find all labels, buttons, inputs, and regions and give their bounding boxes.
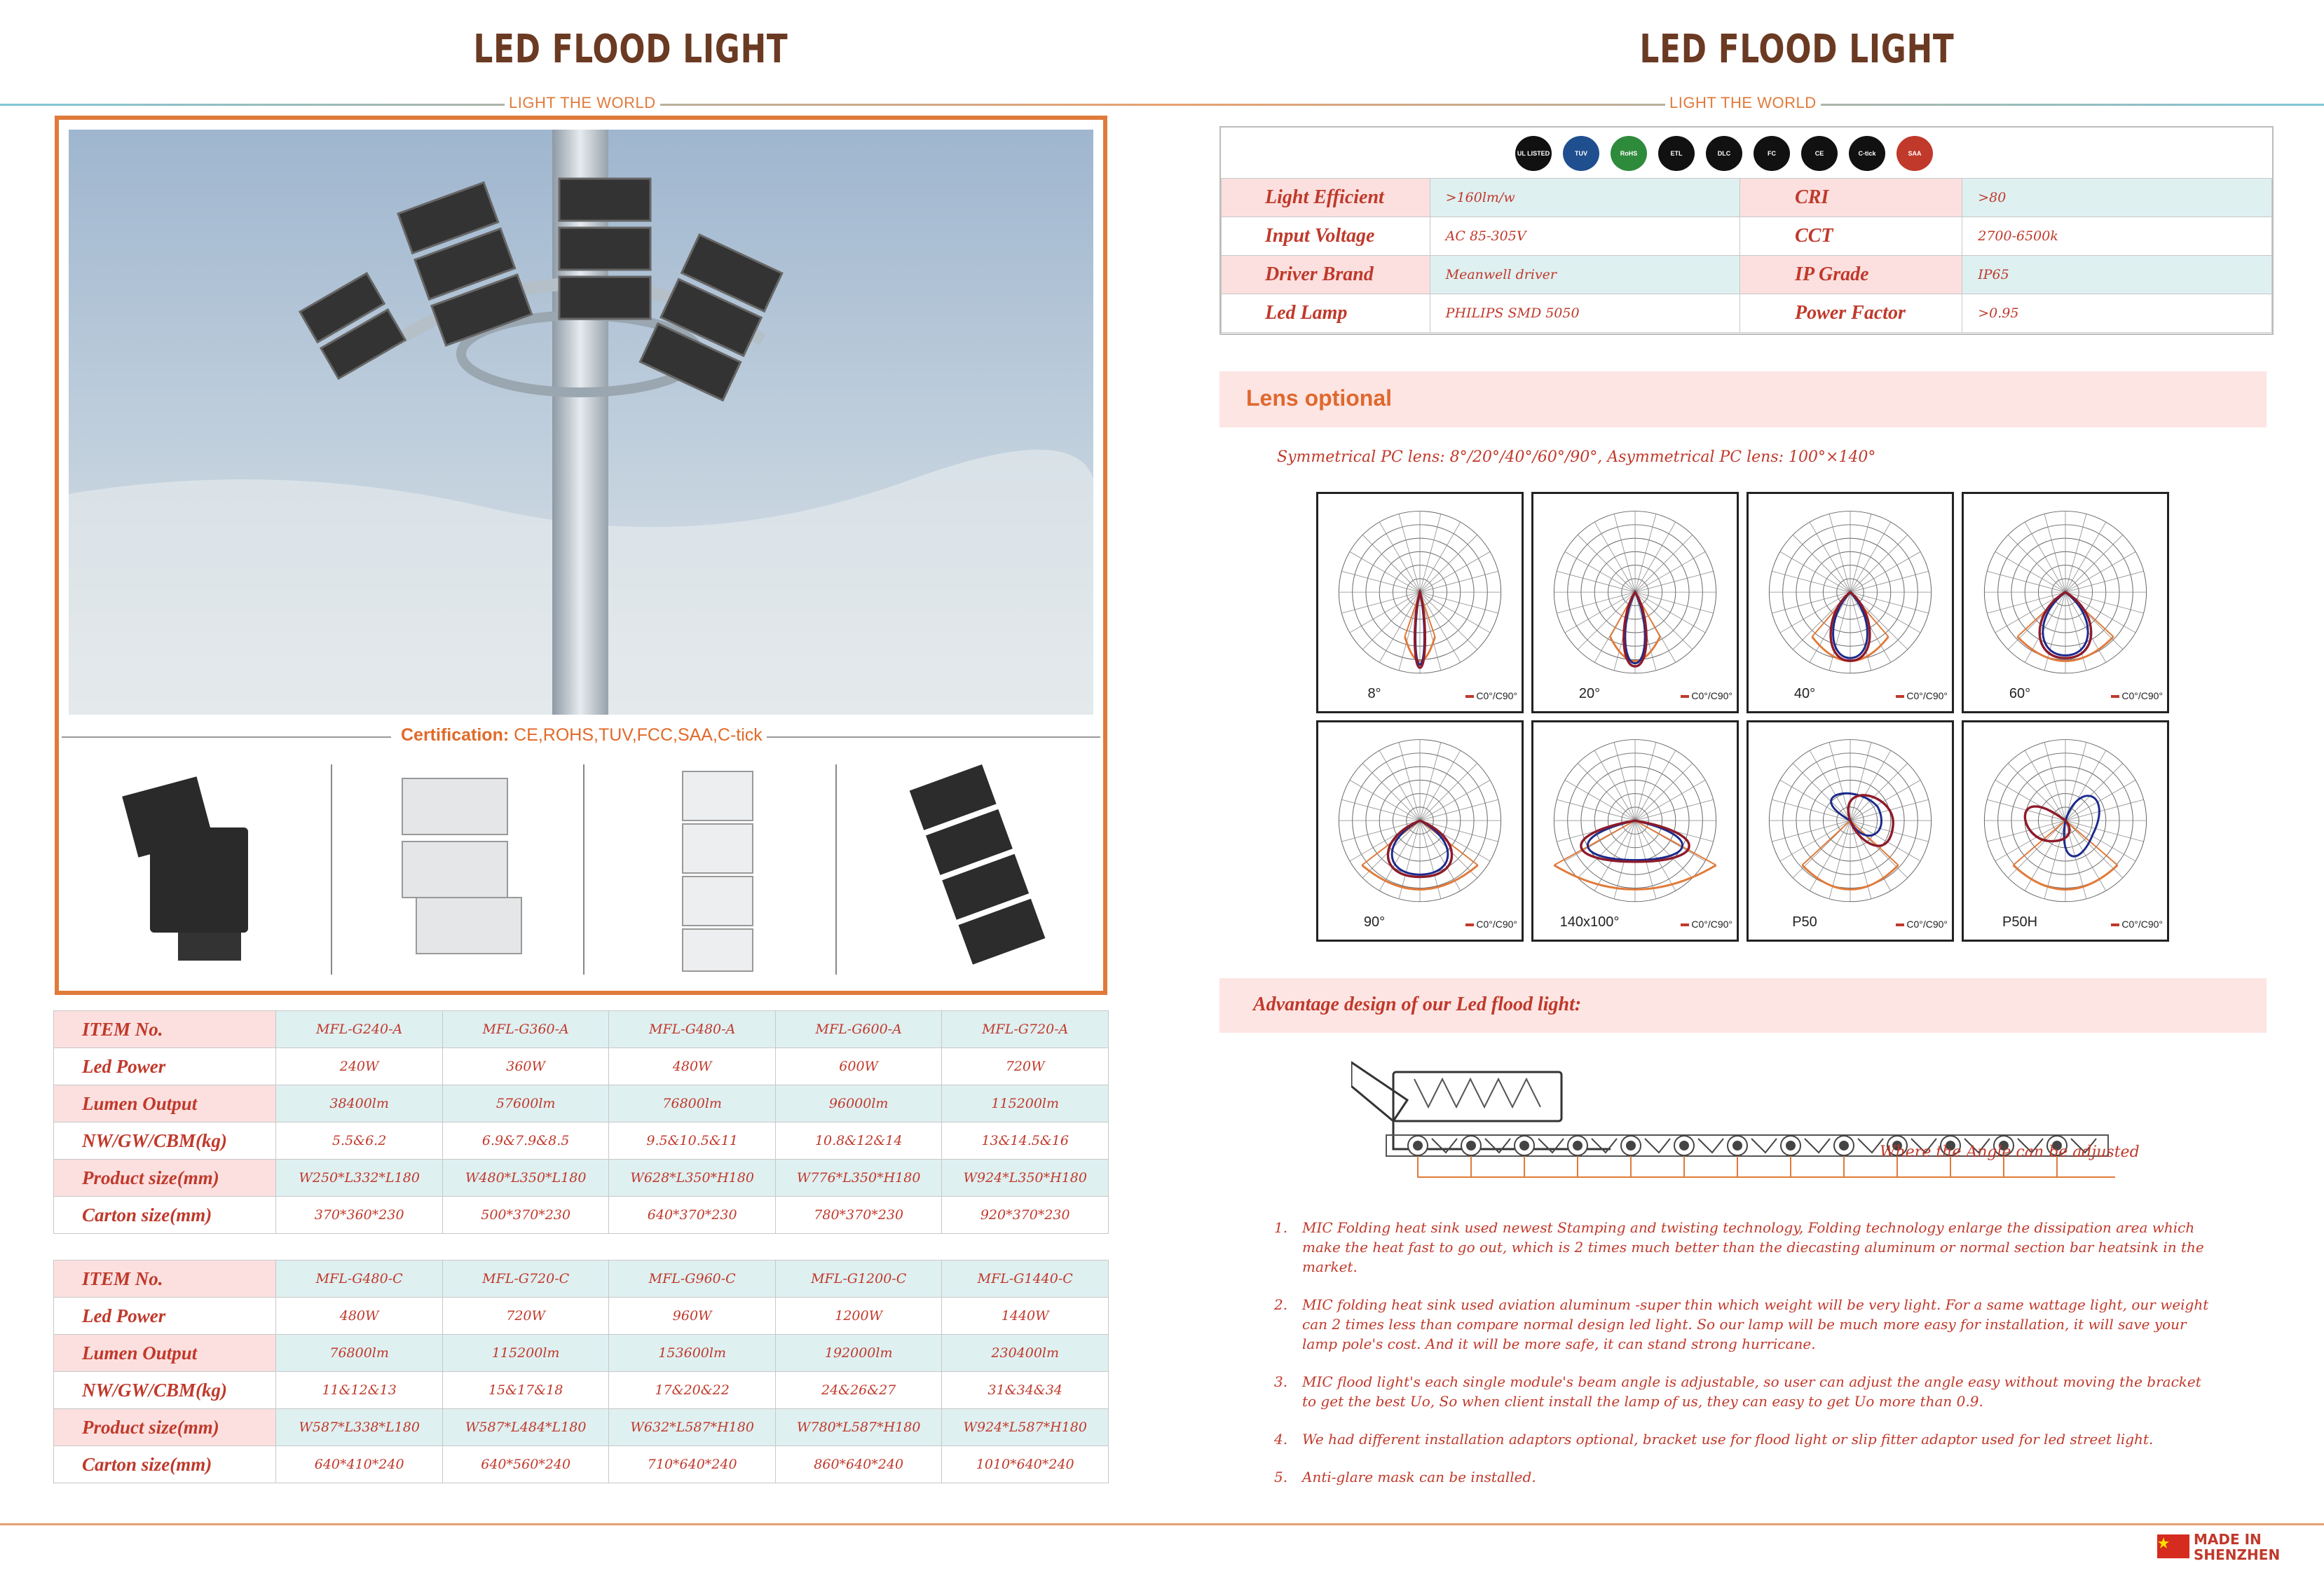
property-value: IP65 <box>1962 256 2272 294</box>
polar-legend-text: C0°/C90° <box>1691 919 1732 930</box>
cert-logo-icon: DLC <box>1706 136 1742 171</box>
property-value: >0.95 <box>1962 294 2272 333</box>
spec-row-label: NW/GW/CBM(kg) <box>54 1122 276 1160</box>
advantage-list <box>1274 1218 2213 1505</box>
spec-cell: 780*370*230 <box>775 1197 942 1234</box>
spec-cell: W587*L338*L180 <box>276 1409 443 1446</box>
spec-cell: 920*370*230 <box>942 1197 1109 1234</box>
right-page-title: LED FLOOD LIGHT <box>1639 27 1955 72</box>
advantage-number: 2. <box>1274 1296 1288 1313</box>
spec-cell: 24&26&27 <box>775 1372 942 1409</box>
property-row <box>1222 217 2272 256</box>
china-flag-icon <box>2157 1534 2189 1558</box>
property-row <box>1222 256 2272 294</box>
spec-row-label: Lumen Output <box>54 1085 276 1122</box>
polar-chart <box>1962 720 2169 942</box>
spec-cell: 31&34&34 <box>942 1372 1109 1409</box>
spec-cell: 76800lm <box>609 1085 776 1122</box>
cert-logo-icon: ETL <box>1658 136 1695 171</box>
cert-logo-icon: C-tick <box>1849 136 1885 171</box>
spec-cell: 640*370*230 <box>609 1197 776 1234</box>
property-value: Meanwell driver <box>1430 256 1739 294</box>
spec-cell: 710*640*240 <box>609 1446 776 1483</box>
spec-row <box>54 1197 1109 1234</box>
advantage-number: 3. <box>1274 1373 1288 1390</box>
polar-beam-label: 20° <box>1578 686 1601 701</box>
cert-logo-icon: UL LISTED <box>1515 136 1552 171</box>
spec-cell: MFL-G240-A <box>276 1011 443 1048</box>
polar-plot <box>1964 494 2167 701</box>
cert-logo-icon: CE <box>1801 136 1838 171</box>
advantage-number: 4. <box>1274 1431 1288 1448</box>
property-value: AC 85-305V <box>1430 217 1739 256</box>
cert-rule-left <box>62 736 391 738</box>
spec-cell: MFL-G1200-C <box>775 1261 942 1298</box>
spec-row <box>54 1372 1109 1409</box>
advantage-text: Anti-glare mask can be installed. <box>1302 1469 1536 1485</box>
spec-row-label: Carton size(mm) <box>54 1197 276 1234</box>
spec-cell: W628*L350*H180 <box>609 1160 776 1197</box>
left-page-title: LED FLOOD LIGHT <box>473 27 788 72</box>
spec-cell: W480*L350*L180 <box>442 1160 609 1197</box>
property-row <box>1222 294 2272 333</box>
property-key: IP Grade <box>1740 256 1962 294</box>
spec-table-c <box>53 1260 1109 1483</box>
spec-cell: W250*L332*L180 <box>276 1160 443 1197</box>
spec-row <box>54 1335 1109 1372</box>
polar-legend <box>1465 919 1517 930</box>
polar-legend-text: C0°/C90° <box>2121 690 2163 701</box>
advantage-item <box>1274 1429 2213 1449</box>
spec-cell: W632*L587*H180 <box>609 1409 776 1446</box>
spec-cell: 1440W <box>942 1298 1109 1335</box>
polar-beam-label: P50H <box>2002 914 2038 930</box>
spec-row <box>54 1048 1109 1085</box>
spec-cell: 11&12&13 <box>276 1372 443 1409</box>
cert-logo-icon: RoHS <box>1611 136 1647 171</box>
spec-row <box>54 1298 1109 1335</box>
certification-row <box>59 724 1103 752</box>
spec-row-label: Carton size(mm) <box>54 1446 276 1483</box>
advantage-text: We had different installation adaptors optional, bracket use for flood light or slip fitter adaptor used for led street light. <box>1302 1431 2154 1448</box>
polar-plot <box>1318 722 1522 930</box>
lens-optional-title: Lens optional <box>1246 385 1392 411</box>
spec-cell: 5.5&6.2 <box>276 1122 443 1160</box>
product-thumb-2 <box>353 764 599 982</box>
polar-legend-text: C0°/C90° <box>1476 690 1517 701</box>
polar-legend-text: C0°/C90° <box>1906 690 1948 701</box>
spec-cell: 6.9&7.9&8.5 <box>442 1122 609 1160</box>
spec-cell: MFL-G360-A <box>442 1011 609 1048</box>
polar-beam-label: 140x100° <box>1559 914 1620 930</box>
spec-cell: 600W <box>775 1048 942 1085</box>
spec-cell: 720W <box>442 1298 609 1335</box>
property-row <box>1222 179 2272 217</box>
advantage-number: 5. <box>1274 1469 1288 1485</box>
spec-cell: 96000lm <box>775 1085 942 1122</box>
property-key: Light Efficient <box>1222 179 1430 217</box>
property-key: Driver Brand <box>1222 256 1430 294</box>
spec-row-label: Led Power <box>54 1298 276 1335</box>
spec-cell: 480W <box>276 1298 443 1335</box>
polar-plot <box>1318 494 1522 701</box>
spec-cell: 17&20&22 <box>609 1372 776 1409</box>
property-key: CCT <box>1740 217 1962 256</box>
polar-legend <box>1465 690 1517 701</box>
spec-row-label: ITEM No. <box>54 1261 276 1298</box>
spec-cell: 230400lm <box>942 1335 1109 1372</box>
spec-cell: MFL-G480-A <box>609 1011 776 1048</box>
made-in-line-2: SHENZHEN <box>2194 1546 2281 1563</box>
spec-cell: W924*L587*H180 <box>942 1409 1109 1446</box>
spec-row-label: Led Power <box>54 1048 276 1085</box>
spec-cell: 1010*640*240 <box>942 1446 1109 1483</box>
heatsink-diagram <box>1351 1058 2122 1198</box>
spec-cell: MFL-G960-C <box>609 1261 776 1298</box>
property-key: Led Lamp <box>1222 294 1430 333</box>
polar-plot <box>1533 494 1737 701</box>
product-photo-frame <box>55 116 1107 995</box>
advantage-item <box>1274 1372 2213 1411</box>
advantage-item <box>1274 1218 2213 1277</box>
spec-cell: 153600lm <box>609 1335 776 1372</box>
polar-chart <box>1531 492 1739 713</box>
advantage-text: MIC flood light's each single module's beam angle is adjustable, so user can adjust the angle easy without moving the bracket to get the best Uo, So when client install the lamp of us, they can easy to get Uo more than 0.9. <box>1302 1373 2201 1410</box>
cert-logo-icon: TUV <box>1563 136 1599 171</box>
spec-cell: 480W <box>609 1048 776 1085</box>
thumb-divider <box>835 764 837 975</box>
polar-beam-label: 40° <box>1793 686 1816 701</box>
advantage-item <box>1274 1295 2213 1354</box>
polar-legend-text: C0°/C90° <box>2121 919 2163 930</box>
spec-row <box>54 1446 1109 1483</box>
advantage-title: Advantage design of our Led flood light: <box>1253 994 1582 1015</box>
property-value: PHILIPS SMD 5050 <box>1430 294 1739 333</box>
polar-plot <box>1533 722 1737 930</box>
spec-row <box>54 1122 1109 1160</box>
product-thumb-3 <box>606 764 851 982</box>
polar-chart <box>1747 492 1954 713</box>
certification-text <box>401 725 763 746</box>
polar-chart <box>1531 720 1739 942</box>
polar-plot <box>1749 494 1952 701</box>
spec-cell: 10.8&12&14 <box>775 1122 942 1160</box>
spec-cell: 500*370*230 <box>442 1197 609 1234</box>
polar-legend <box>2111 690 2163 701</box>
pole-photo <box>69 130 1093 715</box>
advantage-text: MIC Folding heat sink used newest Stamping and twisting technology, Folding technology enlarge the dissipation area which make the heat fast to go out, which is 2 times much better than the diecasting aluminum or normal section bar heatsink in the market. <box>1302 1219 2204 1275</box>
spec-cell: MFL-G1440-C <box>942 1261 1109 1298</box>
spec-row-label: Lumen Output <box>54 1335 276 1372</box>
property-key: Input Voltage <box>1222 217 1430 256</box>
certification-value: CE,ROHS,TUV,FCC,SAA,C-tick <box>509 725 763 745</box>
polar-beam-label: 8° <box>1367 686 1381 701</box>
product-thumb-4 <box>858 764 1103 982</box>
thumb-divider <box>331 764 332 975</box>
polar-plot <box>1749 722 1952 930</box>
spec-cell: MFL-G600-A <box>775 1011 942 1048</box>
right-tagline: LIGHT THE WORLD <box>1665 94 1821 112</box>
spec-cell: 240W <box>276 1048 443 1085</box>
spec-row <box>54 1409 1109 1446</box>
spec-cell: 13&14.5&16 <box>942 1122 1109 1160</box>
property-table <box>1221 178 2272 333</box>
spec-row <box>54 1085 1109 1122</box>
polar-legend <box>2111 919 2163 930</box>
made-in-text <box>2194 1532 2280 1562</box>
spec-row <box>54 1011 1109 1048</box>
polar-legend-text: C0°/C90° <box>1476 919 1517 930</box>
cert-logo-icon: SAA <box>1896 136 1933 171</box>
spec-cell: 57600lm <box>442 1085 609 1122</box>
lens-note: Symmetrical PC lens: 8°/20°/40°/60°/90°, Asymmetrical PC lens: 100°×140° <box>1277 448 1876 466</box>
spec-row-label: NW/GW/CBM(kg) <box>54 1372 276 1409</box>
polar-legend <box>1681 690 1732 701</box>
certification-label: Certification: <box>401 725 510 745</box>
polar-chart <box>1316 720 1524 942</box>
certification-box <box>1219 126 2274 335</box>
polar-beam-label: 60° <box>2009 686 2031 701</box>
spec-cell: 15&17&18 <box>442 1372 609 1409</box>
left-tagline: LIGHT THE WORLD <box>505 94 660 112</box>
property-value: >160lm/w <box>1430 179 1739 217</box>
spec-cell: 960W <box>609 1298 776 1335</box>
product-thumb-1 <box>101 764 346 982</box>
spec-cell: MFL-G720-A <box>942 1011 1109 1048</box>
property-key: Power Factor <box>1740 294 1962 333</box>
advantage-text: MIC folding heat sink used aviation aluminum -super thin which weight will be very light. For a same wattage light, our weight can 2 times less than compare normal design led light. So our lamp will be much more easy for installation, it will save your lamp pole's cost. And it will be more safe, it can stand strong hurricane. <box>1302 1296 2209 1352</box>
certification-logos <box>1221 128 2272 178</box>
property-value: >80 <box>1962 179 2272 217</box>
made-in-line-1: MADE IN <box>2194 1531 2262 1548</box>
spec-cell: 192000lm <box>775 1335 942 1372</box>
spec-row <box>54 1261 1109 1298</box>
spec-cell: MFL-G720-C <box>442 1261 609 1298</box>
spec-cell: 38400lm <box>276 1085 443 1122</box>
spec-cell: 76800lm <box>276 1335 443 1372</box>
advantage-item <box>1274 1467 2213 1487</box>
spec-row-label: ITEM No. <box>54 1011 276 1048</box>
polar-chart <box>1962 492 2169 713</box>
polar-legend-text: C0°/C90° <box>1691 690 1732 701</box>
cert-logo-icon: FC <box>1754 136 1790 171</box>
spec-cell: W587*L484*L180 <box>442 1409 609 1446</box>
spec-row-label: Product size(mm) <box>54 1409 276 1446</box>
angle-note: Where the Angle can be adjusted <box>1880 1143 2140 1161</box>
property-key: CRI <box>1740 179 1962 217</box>
spec-cell: 720W <box>942 1048 1109 1085</box>
spec-cell: 640*410*240 <box>276 1446 443 1483</box>
spec-cell: 115200lm <box>442 1335 609 1372</box>
spec-cell: MFL-G480-C <box>276 1261 443 1298</box>
property-value: 2700-6500k <box>1962 217 2272 256</box>
footer-rule <box>0 1523 2324 1525</box>
polar-legend-text: C0°/C90° <box>1906 919 1948 930</box>
spec-cell: 360W <box>442 1048 609 1085</box>
advantage-band <box>1219 978 2267 1033</box>
made-in-badge <box>2157 1532 2311 1562</box>
lens-optional-band <box>1219 371 2267 427</box>
spec-cell: W776*L350*H180 <box>775 1160 942 1197</box>
polar-beam-label: P50 <box>1792 914 1817 930</box>
cert-rule-right <box>767 736 1100 738</box>
spec-cell: 115200lm <box>942 1085 1109 1122</box>
spec-cell: W924*L350*H180 <box>942 1160 1109 1197</box>
thumb-divider <box>583 764 585 975</box>
spec-table-a <box>53 1010 1109 1234</box>
spec-cell: 370*360*230 <box>276 1197 443 1234</box>
spec-cell: W780*L587*H180 <box>775 1409 942 1446</box>
polar-legend <box>1896 919 1948 930</box>
polar-plot <box>1964 722 2167 930</box>
spec-cell: 1200W <box>775 1298 942 1335</box>
spec-cell: 9.5&10.5&11 <box>609 1122 776 1160</box>
advantage-number: 1. <box>1274 1219 1288 1236</box>
spec-row-label: Product size(mm) <box>54 1160 276 1197</box>
polar-beam-label: 90° <box>1363 914 1386 930</box>
polar-chart <box>1316 492 1524 713</box>
spec-cell: 640*560*240 <box>442 1446 609 1483</box>
spec-cell: 860*640*240 <box>775 1446 942 1483</box>
polar-legend <box>1681 919 1732 930</box>
polar-legend <box>1896 690 1948 701</box>
spec-row <box>54 1160 1109 1197</box>
polar-chart <box>1747 720 1954 942</box>
